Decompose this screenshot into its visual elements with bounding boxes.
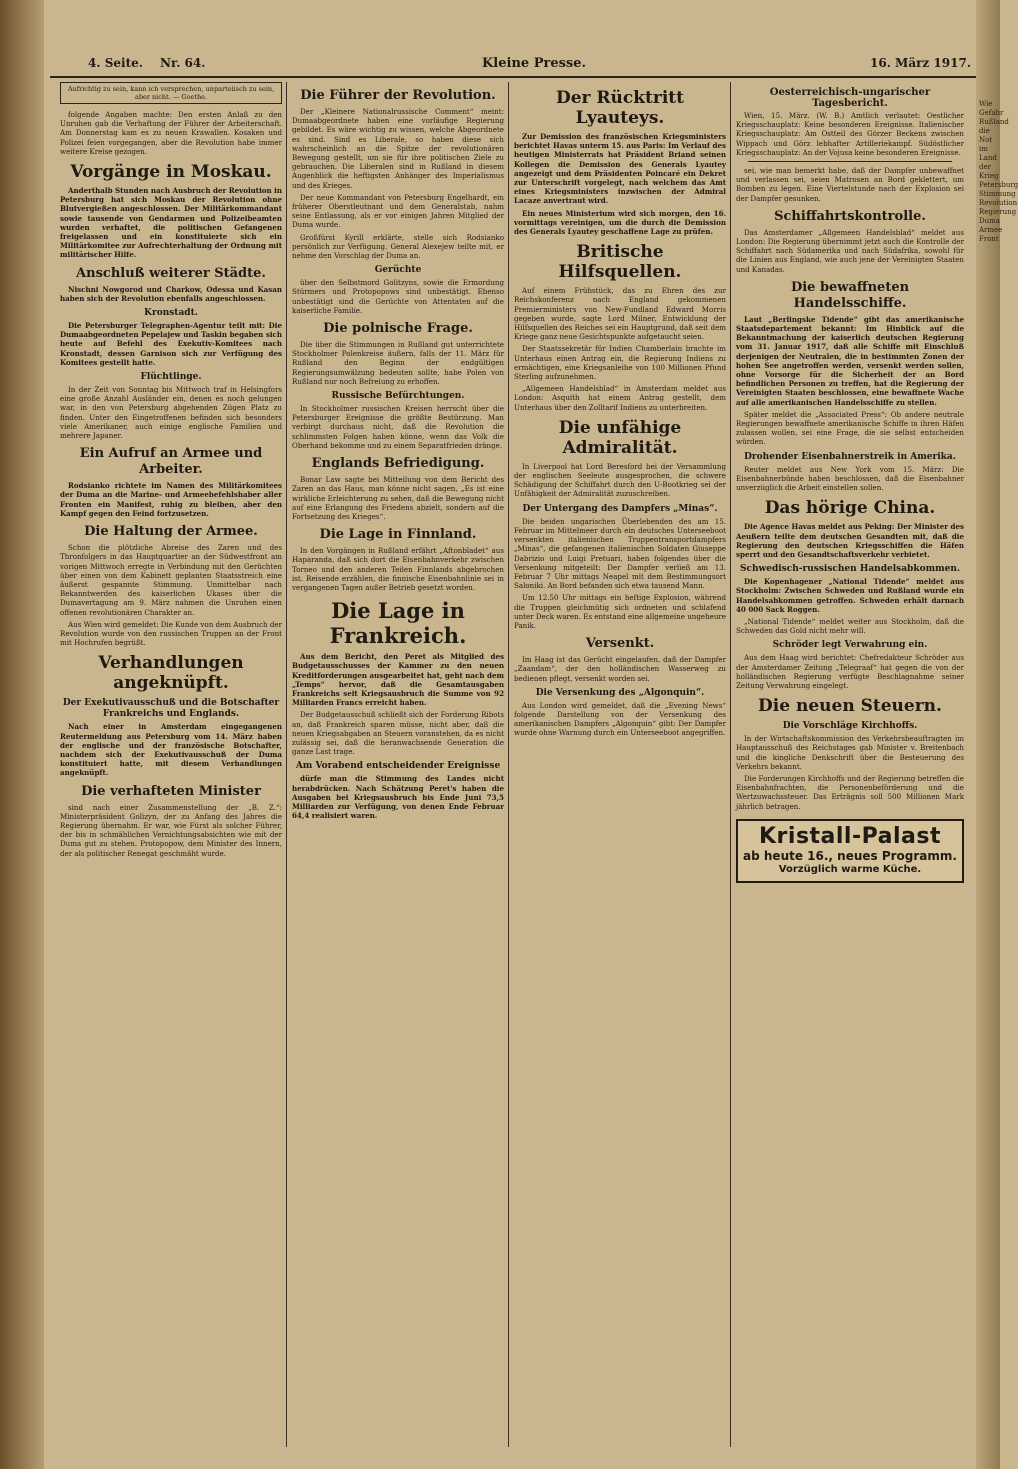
article-text: Wien, 15. März. (W. B.) Amtlich verlautet: Oestlicher Kriegsschauplatz: Keine besonderen Ereignisse. Italienischer Kriegsschauplatz: Am Ostteil des Görzer Beckens zwischen Wippach und Görz lebhafter Artilleriekampf. Südöstlicher Kriegsschauplatz: An der Vojusa keine besonderen Ereignisse. [736, 111, 964, 157]
headline-aufruf: Ein Aufruf an Armee und Arbeiter. [79, 446, 263, 478]
facing-page-text: Wie Gefahr Rußland die Not im Land der Krieg Petersburg Stimmung Revolution Regierung Duma Armee Front [979, 100, 1018, 243]
motto-box: Aufrichtig zu sein, kann ich versprechen, unparteiisch zu sein, aber nicht. — Goethe. [60, 82, 282, 104]
headline-tagesbericht: Oesterreichisch-ungarischer Tagesbericht. [769, 87, 931, 109]
article-text: Die Forderungen Kirchhoffs und der Regierung betreffen die Eisenbahnfrachten, die Personenbeförderung und die Wertzuwachssteuer. Das Erträgnis soll 500 Millionen Mark jährlich betragen. [736, 773, 964, 811]
headline-fluechtlinge: Flüchtlinge. [140, 372, 202, 383]
headline-steuern: Die neuen Steuern. [758, 696, 942, 717]
headline-algonquin: Die Versenkung des „Algonquin“. [535, 687, 705, 698]
headline-eisenbahn: Drohender Eisenbahnerstreik in Amerika. [744, 451, 956, 462]
headline-minas: Der Untergang des Dampfers „Minas“. [522, 503, 718, 514]
article-text: Der „Kleinere Nationalrussische Comment“ meint: Dumaabgeordnete haben eine vorläufige Regierung gebildet. Es wäre wichtig zu wissen, welche Abgeordnete es sind. Sind es Liberale, so haben diese sich wahrscheinlich an die Spitze der revolutionären Bewegung gestellt, um sie für ihre politischen Ziele zu gebrauchen. Die Liberalen sind in Rußland in diesem Augenblick die heftigsten Anhänger des Imperialismus und des Krieges. [292, 107, 504, 190]
newspaper-page [50, 44, 978, 1458]
headline-schroeder: Schröder legt Verwahrung ein. [772, 640, 928, 651]
headline-hilfsquellen: Britische Hilfsquellen. [558, 242, 682, 283]
article-text: Laut „Berlingske Tidende“ gibt das amerikanische Staatsdepartement bekannt: Im Hinblick auf die Bekanntmachung der kaiserlich deutschen Regierung vom 31. Januar 1917, daß alle Schiffe mit Einschluß derjenigen der Neutralen, die in bestimmten Zonen der hohen See angetroffen werden, versenkt werden sollen, ohne Vorsorge für die Sicherheit der an Bord befindlichen Personen zu treffen, hat die Regierung der Vereinigten Staaten beschlossen, eine bewaffnete Wache auf alle amerikanischen Handelsschiffe zu stellen. [736, 314, 964, 407]
article-text: Nischni Nowgorod und Charkow, Odessa und Kasan haben sich der Revolution ebenfalls angeschlossen. [60, 284, 282, 303]
headline-versenkt: Versenkt. [585, 636, 655, 652]
article-text: Ein neues Ministerium wird sich morgen, den 16. vormittags vereinigen, um die durch die Demission des Generals Lyautey geschaffene Lage zu prüfen. [514, 208, 726, 237]
headline-ereignis: Am Vorabend entscheidender Ereignisse [295, 761, 501, 772]
headline-geruechte: Gerüchte [374, 265, 422, 276]
article-text: In der Zeit von Sonntag bis Mittwoch traf in Helsingfors eine große Anzahl Ausländer ein, denen es noch gelungen war, in den von Petersburg abgehenden Zügen Platz zu finden. Unter den Eingetroffenen befinden sich besonders viele Amerikaner, auch einige englische Familien und mehrere Japaner. [60, 385, 282, 441]
headline-moskau: Vorgänge in Moskau. [70, 162, 272, 183]
headline-handelsschiffe: Die bewaffneten Handelsschiffe. [790, 279, 910, 311]
article-text: Rodsianko richtete im Namen des Militärkomitees der Duma an die Marine- und Armeebefehlshaber aller Fronten ein Manifest, ruhig zu bleiben, aber den Kampf gegen den Feind fortzusetzen. [60, 481, 282, 518]
article-text: Aus London wird gemeldet, daß die „Evening News“ folgende Darstellung von der Versenkung des amerikanischen Dampfers „Algonquin“ gibt: Der Dampfer wurde ohne Warnung durch ein Unterseeboot angegriffen. [514, 700, 726, 738]
article-text: sind nach einer Zusammenstellung der „B. Z.“: Ministerpräsident Golizyn, der zu Anfang des Jahres die Regierung übernahm. Er war, wie Fürst als solcher Führer, der bis in schmählichen Vernichtungsabsichten wie mit der Duma gut zu stehen. Protopopow, dem Minister des Innern, der als politischer Renegat geschmäht wurde. [60, 802, 282, 858]
article-text: dürfe man die Stimmung des Landes nicht herabdrücken. Nach Schätzung Peret's haben die Ausgaben bei Kriegsausbruch bis Ende Juni 73,5 Milliarden zur Verfügung, von denen Ende Februar 64,4 realisiert waren. [292, 774, 504, 821]
headline-schiffskontrolle: Schiffahrtskontrolle. [774, 208, 926, 224]
article-text: Um 12.50 Uhr mittags ein heftige Explosion, während die Truppen gleichmütig sich ordneten und schlafend unter Deck waren. Es entstand eine allgemeine ungeheure Panik. [514, 593, 726, 630]
article-text: „National Tidende“ meldet weiter aus Stockholm, daß die Schweden das Gold nicht mehr will. [736, 616, 964, 636]
headline-befuerchtungen: Russische Befürchtungen. [331, 391, 465, 402]
headline-handelsabkommen: Schwedisch-russischen Handelsabkommen. [739, 564, 961, 575]
headline-frankreich: Die Lage in Frankreich. [329, 598, 467, 649]
subheadline-verhandlungen: Der Exekutivausschuß und die Botschafter Frankreichs und Englands. [62, 698, 280, 720]
article-text: Nach einer in Amsterdam eingegangenen Reutermeldung aus Petersburg vom 14. März haben der englische und der französische Botschafter, nachdem sich der Exekutivausschuß der Duma konstituiert hatte, mit diesem Verhandlungen angeknüpft. [60, 722, 282, 778]
article-text: Die Kopenhagener „National Tidende“ meldet aus Stockholm: Zwischen Schweden und Rußland wurde ein Handelsabkommen getroffen. Schweden erhält darnach 40 000 Sack Roggen. [736, 577, 964, 614]
article-text: Der neue Kommandant von Petersburg Engelhardt, ein früherer Oberstleutnant und dem Generalstab, nahm seine Entlassung, als er vor einigen Jahren Mitglied der Duma wurde. [292, 192, 504, 230]
book-spine [0, 0, 44, 1469]
article-text: Der Budgetausschuß schließt sich der Forderung Ribots an, daß Frankreich sparen müsse, nicht aber, daß die neuen Kriegsabgaben an Steuern voranstehen, da es nicht zulässig sei, daß die heranwachsende Generation die ganze Last trage. [292, 710, 504, 757]
article-text: Das Amsterdamer „Allgemeen Handelsblad“ meldet aus London: Die Regierung übernimmt jetzt auch die Kontrolle der Schiffahrt nach Südamerika und nach Südafrika, sowohl für die Linien aus England, wie auch jene der Vereinigten Staaten und Kanadas. [736, 227, 964, 274]
article-text: Später meldet die „Associated Press“: Ob andere neutrale Regierungen bewaffnete amerikanische Schiffe in ihren Häfen zulassen wollen, sei eine Frage, die sie selbst entscheiden würden. [736, 409, 964, 447]
issue-number: Nr. 64. [160, 56, 206, 70]
ad-line: ab heute 16., neues Programm. [743, 848, 957, 863]
column-rule [286, 82, 287, 1447]
facing-page-edge [976, 0, 1018, 1469]
article-text: Aus Wien wird gemeldet: Die Kunde von dem Ausbruch der Revolution wurde von den russischen Truppen an der Front mit Hochrufen begrüßt. [60, 619, 283, 648]
article-text: Schon die plötzliche Abreise des Zaren und des Thronfolgers in das Hauptquartier an der Südwestfront am vorigen Mittwoch erregte in Verbindung mit den Gerüchten über einen von dem Kabinett geplanten Staatsstreich eine äußerst gespannte Stimmung. Unmittelbar nach Bekanntwerden des kaiserlichen Ukases über die Dumavertagung am 9. März nahmen die Unruhen einen offenen revolutionären Charakter an. [60, 543, 282, 617]
headline-armee: Die Haltung der Armee. [84, 524, 258, 540]
article-text: Großfürst Kyrill erklärte, stelle sich Rodsianko persönlich zur Verfügung. General Alexejew teilte mit, er nehme den Vorschlag der Duma an. [292, 232, 504, 261]
article-text: über den Selbstmord Golitzyns, sowie die Ermordung Stürmers und Protopopows sind unbestätigt. Ebenso unbestätigt sind die Gerüchte von Attentaten auf die kaiserliche Familie. [292, 278, 504, 315]
headline-china: Das hörige China. [764, 498, 936, 519]
article-text: folgende Angaben machte: Den ersten Anlaß zu den Unruhen gab die Verhaftung der Führer der Arbeiterschaft. Am Donnerstag kam es zu neuen Krawallen. Kosaken und Polizei feien vorgegangen, aber die Revolution habe immer weitere Kreise gezogen. [60, 110, 282, 156]
column-1 [60, 82, 282, 1452]
article-text: Im Haag ist das Gerücht eingelaufen, daß der Dampfer „Zaandam“, der den holländischen Wasserweg zu bedienen pflegt, versenkt worden sei. [514, 655, 726, 683]
divider [748, 161, 952, 162]
article-text: Auf einem Frühstück, das zu Ehren des zur Reichskonferenz nach England gekommenen Premierministers von New-Fundland Edward Morris gegeben wurde, sagte Lord Milner, Entwicklung der Hilfsquellen des Reiches sei ein Hauptgrund, daß seit dem Kriege ganz neue Gesichtspunkte aufgetaucht seien. [514, 286, 726, 342]
article-text: Aus dem Haag wird berichtet: Chefredakteur Schröder aus der Amsterdamer Zeitung „Telegraaf“ hat gegen die von der holländischen Regierung verfügte Beschlagnahme seiner Zeitung Verwahrung eingelegt. [736, 653, 964, 690]
article-text: Die Agence Havas meldet aus Peking: Der Minister des Aeußern teilte dem deutschen Gesandten mit, daß die Regierung den deutschen Kriegsschiffen die Häfen sperrt und den Gesandtschaftsverkehr verbietet. [736, 522, 964, 559]
headline-staedte: Anschluß weiterer Städte. [76, 265, 266, 281]
ad-line: Vorzüglich warme Küche. [778, 863, 922, 875]
headline-fuehrer: Die Führer der Revolution. [300, 88, 496, 103]
article-text: Zur Demission des französischen Kriegsministers berichtet Havas unterm 15. aus Paris: Im Verlauf des heutigen Ministerrats hat Präsident Briand seinen Kollegen die Demission des Generals Lyautey angezeigt und dem Präsidenten Poincaré ein Dekret zur Unterschrift vorgelegt, nach welchem das Amt eines Kriegsministers inzwischen der Admiral Lacaze anvertraut wird. [514, 132, 726, 206]
article-text: Die beiden ungarischen Überlebenden des am 15. Februar im Mittelmeer durch ein deutsches Unterseeboot versenkten italienischen Truppentransportdampfers „Minas“, die gefangenen italienischen Soldaten Giuseppe Dabrizio und Luigi Pretuari, haben folgendes über die Versenkung mitgeteilt: Der Dampfer verließ am 13. Februar 7 Uhr mittags Neapel mit dem Bestimmungsort Saloniki. An Bord befanden sich etwa tausend Mann. [514, 516, 726, 591]
headline-minister: Die verhafteten Minister [81, 783, 261, 799]
article-text: Aus dem Bericht, den Peret als Mitglied des Budgetausschusses der Kammer zu den neuen Kreditforderungen ausgearbeitet hat, geht nach dem „Temps“ hervor, daß die Gesamtausgaben Frankreichs seit Kriegsausbruch die Summe von 92 Milliarden Francs erreicht haben. [292, 652, 504, 708]
article-text: In Liverpool hat Lord Beresford bei der Versammlung der englischen Seeleute ausgesprochen, die schwere Schädigung der Schiffahrt durch den U-Bootkrieg sei der Unfähigkeit der Admiralität zuzuschreiben. [514, 461, 726, 499]
article-text: In Stockholmer russischen Kreisen herrscht über die Petersburger Ereignisse die größte Bestürzung. Man verbirgt durchaus nicht, daß die Revolution die schlimmsten Folgen haben könne, wenn das Volk die Oberhand bekomme und zu einem Separatfrieden dränge. [292, 404, 504, 450]
article-text: In den Vorgängen in Rußland erfährt „Aftonbladet“ aus Haparanda, daß sich dort die Eisenbahnverkehr zwischen Torneo und den anderen Teilen Finnlands abgebrochen ist. Reisende erzählen, die finnische Eisenbahnlinie sei in vergangenen Tagen außer Betrieb gesetzt worden. [292, 546, 504, 592]
subheadline-steuern: Die Vorschläge Kirchhoffs. [782, 721, 918, 732]
newspaper-title: Kleine Presse. [482, 56, 587, 71]
advertisement-kristall-palast [736, 819, 964, 883]
issue-date: 16. März 1917. [870, 56, 972, 70]
headline-verhandlungen: Verhandlungen angeknüpft. [98, 653, 244, 694]
article-text: Anderthalb Stunden nach Ausbruch der Revolution in Petersburg hat sich Moskau der Revolution ohne Blutvergießen angeschlossen. Der Militärkommandant sowie tausende von Gendarmen und Polizeibeamten wurden verhaftet, die politischen Gefangenen freigelassen und ein konstituierte sich ein Militärkomitee zur Aufrechterhaltung der Ordnung mit militärischer Hilfe. [60, 186, 282, 260]
article-text: Der Staatssekretär für Indien Chamberlain brachte im Unterhaus einen Antrag ein, die Regierung Indiens zu ermächtigen, eine Kriegsanleihe von 100 Millionen Pfund Sterling aufzunehmen. [514, 344, 726, 382]
headline-admiralitaet: Die unfähige Admiralität. [558, 417, 682, 458]
article-text: Die Petersburger Telegraphen-Agentur teilt mit: Die Dumaabgeordneten Pepelajew und Taskin begaben sich heute auf Befehl des Exekutiv-Komitees nach Kronstadt, dessen Garnison sich zur Verfügung des Komitees gestellt hatte. [60, 321, 282, 367]
column-4 [736, 82, 964, 1452]
article-text: Reuter meldet aus New York vom 15. März: Die Eisenbahnerbünde haben beschlossen, daß die Eisenbahner unverzüglich die Arbeit einstellen sollen. [736, 464, 964, 493]
column-rule [508, 82, 509, 1447]
headline-polnisch: Die polnische Frage. [323, 321, 473, 337]
headline-kronstadt: Kronstadt. [144, 308, 198, 319]
headline-lyautey: Der Rücktritt Lyauteys. [555, 88, 685, 128]
article-text: Die über die Stimmungen in Rußland gut unterrichtete Stockholmer Polenkreise äußern, falls der 11. März für Rußland den Beginn der endgültigen Regierungsumwälzung bedeuten sollte, habe Polen von Rußland nur noch Befreiung zu erhoffen. [292, 340, 504, 386]
page-header [50, 44, 978, 78]
column-rule [730, 82, 731, 1447]
article-text: In der Wirtschaftskommission des Verkehrsbeauftragten im Hauptausschuß des Reichstages gab Minister v. Breitenbach und die kingliche Denkschrift über die Besteuerung des Verkehrs bekannt. [736, 734, 964, 771]
article-text: sei, wie man bemerkt habe, daß der Dampfer unbewaffnet und verlassen sei, seien Matrosen an Bord geklettert, um Bomben zu legen. Eine Viertelstunde nach der Explosion sei der Dampfer gesunken. [736, 166, 964, 203]
article-text: Bonar Law sagte bei Mitteilung von dem Bericht des Zaren an das Haus, man könne nicht sagen, „Es ist eine wirkliche Erleichterung zu sehen, daß die Bewegung nicht auf eine Erlangung des Friedens abzielt, sondern auf die Fortsetzung des Krieges“. [292, 475, 504, 521]
ad-title: Kristall-Palast [759, 823, 941, 849]
column-2 [292, 82, 504, 1452]
page-label: 4. Seite. [88, 56, 143, 70]
headline-finnland: Die Lage in Finnland. [319, 527, 477, 543]
column-3 [514, 82, 726, 1452]
article-text: „Allgemeen Handelsblad“ in Amsterdam meldet aus London: Asquith hat einem Antrag gestellt, dem Unterhaus über den Zolltarif Indiens zu unterbreiten. [514, 384, 726, 412]
headline-befriedigung: Englands Befriedigung. [311, 456, 485, 472]
